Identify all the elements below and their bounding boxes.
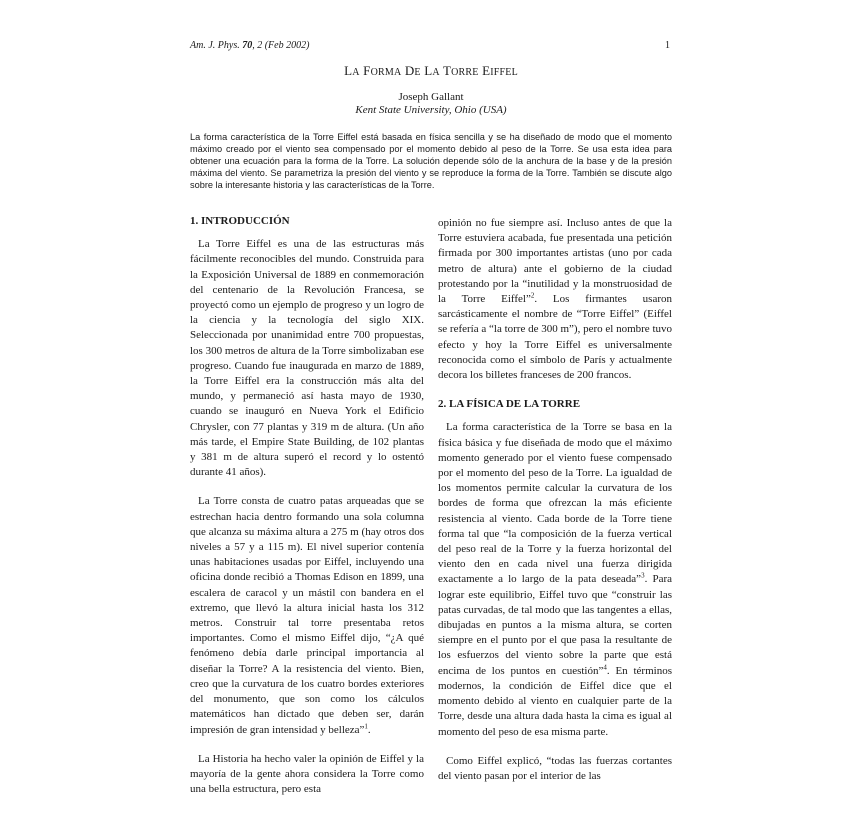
paragraph: La Historia ha hecho valer la opinión de Eiffel y la mayoría de la gente ahora considera la Torre como una bella estructura, pero esta: [190, 752, 424, 796]
paragraph-text: . En términos modernos, la condición de Eiffel dice que el momento debido al viento en cualquier parte de la Torre, desde una altura dada hasta la cima es igual al momento del peso de esa misma parte.: [438, 664, 672, 738]
paragraph-text: La Torre consta de cuatro patas arqueadas que se estrechan hacia dentro formando una sola columna que alcanza su máxima altura a 275 m (hay otros dos niveles a 57 y a 115 m). El nivel superior contenía unas habitaciones usadas por Eiffel, incluyendo una oficina donde recibió a Thomas Edison en 1899, una escalera de caracol y un mástil con bandera en el extremo, que llevó la altura inicial hasta los 312 metros. Construir tal torre presentaba retos importantes. Como el mismo Eiffel dijo, “¿A qué fenómeno debía darle principal importancia al diseñar la Torre? A la resistencia del viento. Bien, creo que la curvatura de los cuatro bordes exteriores del monumento, que son como los cálculos matemáticos han dictado que deben ser, darán impresión de gran intensidad y belleza”: [190, 495, 424, 736]
column-left: [190, 214, 424, 811]
running-head: [190, 40, 672, 51]
footnote-ref: 1: [364, 721, 368, 730]
paragraph: La Torre Eiffel es una de las estructuras más fácilmente reconocibles del mundo. Construida para la Exposición Universal de 1889 en conmemoración del centenario de la Revolución Francesa, se proyectó como un ejemplo de progreso y un logro de la ciencia y la tecnología del siglo XIX. Seleccionada por unanimidad entre 700 propuestas, los 300 metros de altura de la Torre simbolizaban ese progreso. Cuando fue inaugurada en marzo de 1889, la Torre Eiffel era la construcción más alta del mundo, y permaneció así hasta mayo de 1930, cuando se inauguró en Nueva York el Edificio Chrysler, con 77 plantas y 319 m de altura. (Un año más tarde, el Empire State Building, de 102 plantas y 381 m de altura superó el record y lo ostentó durante 41 años).: [190, 238, 424, 479]
author-affiliation: Kent State University, Ohio (USA): [355, 104, 507, 116]
paper-title: [190, 63, 672, 79]
paragraph-text: La forma característica de la Torre se basa en la física básica y fue diseñada de modo que el máximo momento generado por el viento fuese compensado por el momento del peso de la Torre. La igualdad de los momentos permite calcular la curvatura de los bordes de forma que ofrezcan la más eficiente resistencia al viento. Cada borde de la Torre tiene forma tal que “la composición de la fuerza vertical del peso real de la Torre y la fuerza horizontal del viento den en cada nivel una fuerza dirigida exactamente a lo largo de la pata deseada”: [438, 421, 672, 586]
paragraph: [438, 216, 672, 383]
paragraph-text: opinión no fue siempre así. Incluso antes de que la Torre estuviera acabada, fue presentada una petición firmada por 300 importantes artistas (uno por cada metro de altura) ante el gobierno de la ciudad protestando por la “inutilidad y la monstruosidad de la Torre Eiffel”: [438, 217, 672, 306]
journal-issue: , 2 (Feb 2002): [252, 40, 310, 51]
abstract: La forma característica de la Torre Eiffel está basada en física sencilla y se ha diseñado de modo que el momento máximo creado por el viento sea compensado por el momento debido al peso de la Torre. Se usa esta idea para obtener una ecuación para la forma de la Torre. La solución depende sólo de la anchura de la base y de la presión máxima del viento. Se parametriza la presión del viento y se reproduce la forma de la Torre. También se discute algo sobre la interesante historia y las características de la Torre.: [190, 132, 672, 190]
column-right: [438, 216, 672, 798]
paragraph-text: . Los firmantes usaron sarcásticamente el nombre de “Torre Eiffel” (Eiffel se refería a “la torre de 300 m”), pero el nombre tuvo efecto y hoy la Torre Eiffel es universalmente reconocida como el símbolo de París y actualmente decora los billetes franceses de 200 francos.: [438, 293, 672, 382]
paragraph-text: .: [367, 723, 371, 736]
page-number: 1: [665, 40, 670, 51]
paragraph: [190, 494, 424, 737]
footnote-ref: 3: [641, 571, 645, 580]
paragraph-text: . Para lograr este equilibrio, Eiffel tuvo que “construir las patas curvadas, de tal modo que las tangentes a ellas, dibujadas en puntos a la misma altura, se corten siempre en el punto por el que pasa la resultante de los esfuerzos del viento sobre la parte que está encima de los puntos en cuestión”: [438, 573, 673, 677]
section-heading-physics: 2. LA FÍSICA DE LA TORRE: [438, 398, 581, 411]
paragraph: [438, 420, 672, 739]
footnote-ref: 4: [603, 663, 607, 672]
paper-title-text: LA FORMA DE LA TORRE EIFFEL: [344, 63, 518, 78]
section-heading-introduction: 1. INTRODUCCIÓN: [190, 215, 290, 227]
journal-volume: 70: [242, 40, 253, 51]
footnote-ref: 2: [530, 291, 535, 300]
journal-name: Am. J. Phys.: [190, 40, 243, 51]
author-name: Joseph Gallant: [398, 91, 464, 103]
paragraph: Como Eiffel explicó, “todas las fuerzas cortantes del viento pasan por el interior de las: [438, 754, 672, 782]
